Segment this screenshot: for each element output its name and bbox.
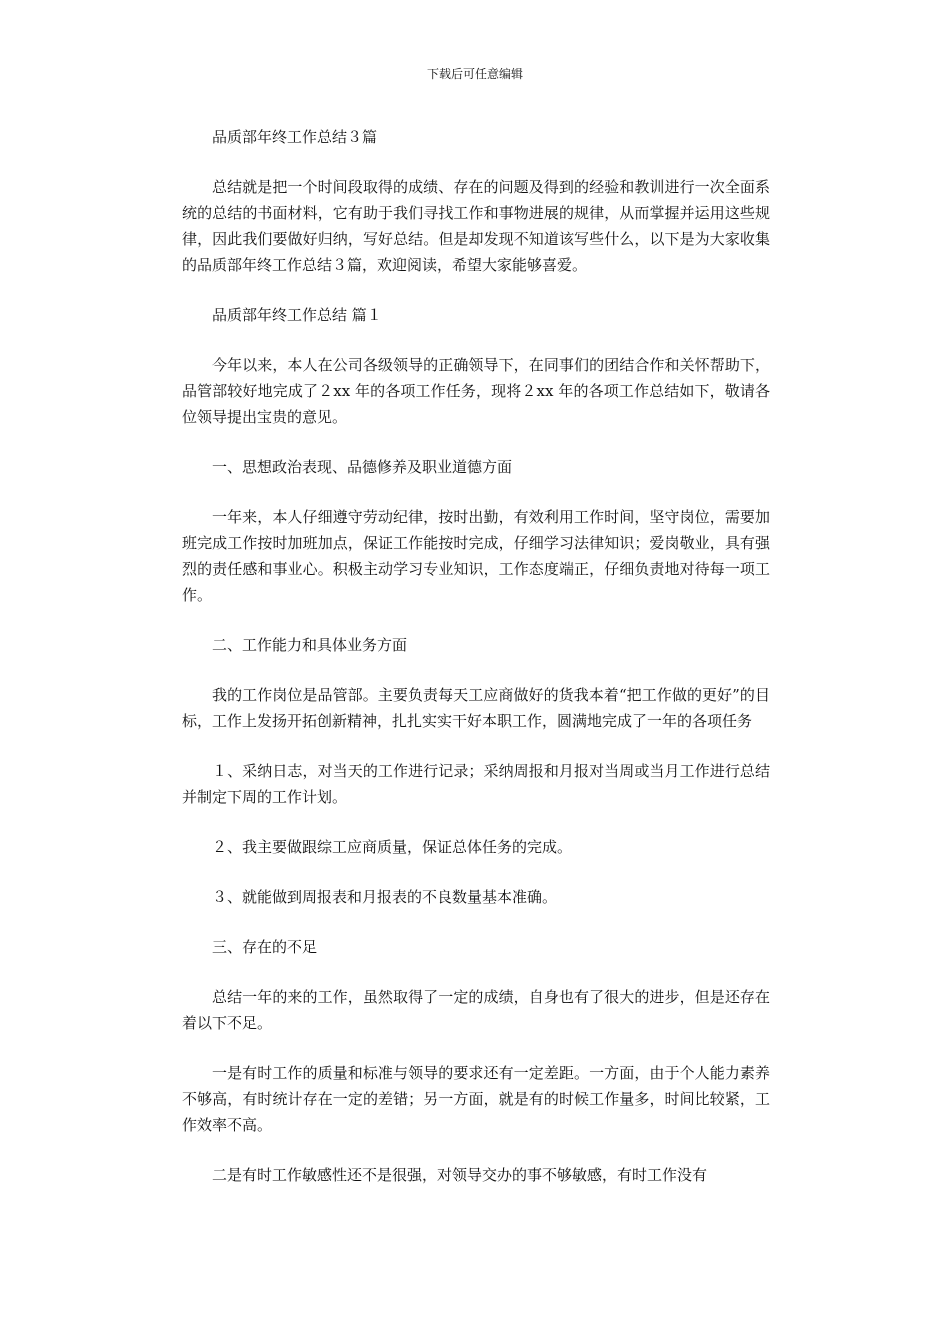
document-body <box>182 124 770 1188</box>
heading-1: 一、思想政治表现、品德修养及职业道德方面 <box>212 458 513 476</box>
paragraph-6: 二是有时工作敏感性还不是很强，对领导交办的事不够敏感，有时工作没有 <box>212 1166 708 1184</box>
heading-3: 三、存在的不足 <box>212 938 318 956</box>
section-title: 品质部年终工作总结 篇１ <box>212 306 382 324</box>
list-item-2: ２、我主要做跟综工应商质量，保证总体任务的完成。 <box>212 838 573 856</box>
paragraph-3: 我的工作岗位是品管部。主要负责每天工应商做好的货我本着“把工作做的更好”的目标，工作上发扬开拓创新精神，扎扎实实干好本职工作，圆满地完成了一年的各项任务 <box>182 686 770 730</box>
paragraph-5: 一是有时工作的质量和标准与领导的要求还有一定差距。一方面，由于个人能力素养不够高，有时统计存在一定的差错；另一方面，就是有的时候工作量多，时间比较紧，工作效率不高。 <box>182 1064 770 1134</box>
intro-paragraph: 总结就是把一个时间段取得的成绩、存在的问题及得到的经验和教训进行一次全面系统的总结的书面材料，它有助于我们寻找工作和事物进展的规律，从而掌握并运用这些规律，因此我们要做好归纳，写好总结。但是却发现不知道该写些什么，以下是为大家收集的品质部年终工作总结３篇，欢迎阅读，希望大家能够喜爱。 <box>182 178 770 274</box>
paragraph-1: 今年以来，本人在公司各级领导的正确领导下，在同事们的团结合作和关怀帮助下，品管部较好地完成了２xx 年的各项工作任务，现将２xx 年的各项工作总结如下，敬请各位领导提出宝贵的意见。 <box>182 356 770 426</box>
document-title: 品质部年终工作总结３篇 <box>212 128 378 146</box>
heading-2: 二、工作能力和具体业务方面 <box>212 636 408 654</box>
paragraph-4: 总结一年的来的工作，虽然取得了一定的成绩，自身也有了很大的进步，但是还存在着以下不足。 <box>182 988 770 1032</box>
download-note: 下载后可任意编辑 <box>426 67 523 81</box>
list-item-1: １、采纳日志，对当天的工作进行记录；采纳周报和月报对当周或当月工作进行总结并制定下周的工作计划。 <box>182 762 770 806</box>
list-item-3: ３、就能做到周报表和月报表的不良数量基本准确。 <box>212 888 558 906</box>
paragraph-2: 一年来，本人仔细遵守劳动纪律，按时出勤，有效利用工作时间，坚守岗位，需要加班完成工作按时加班加点，保证工作能按时完成，仔细学习法律知识；爱岗敬业，具有强烈的责任感和事业心。积极主动学习专业知识，工作态度端正，仔细负责地对待每一项工作。 <box>182 508 770 604</box>
